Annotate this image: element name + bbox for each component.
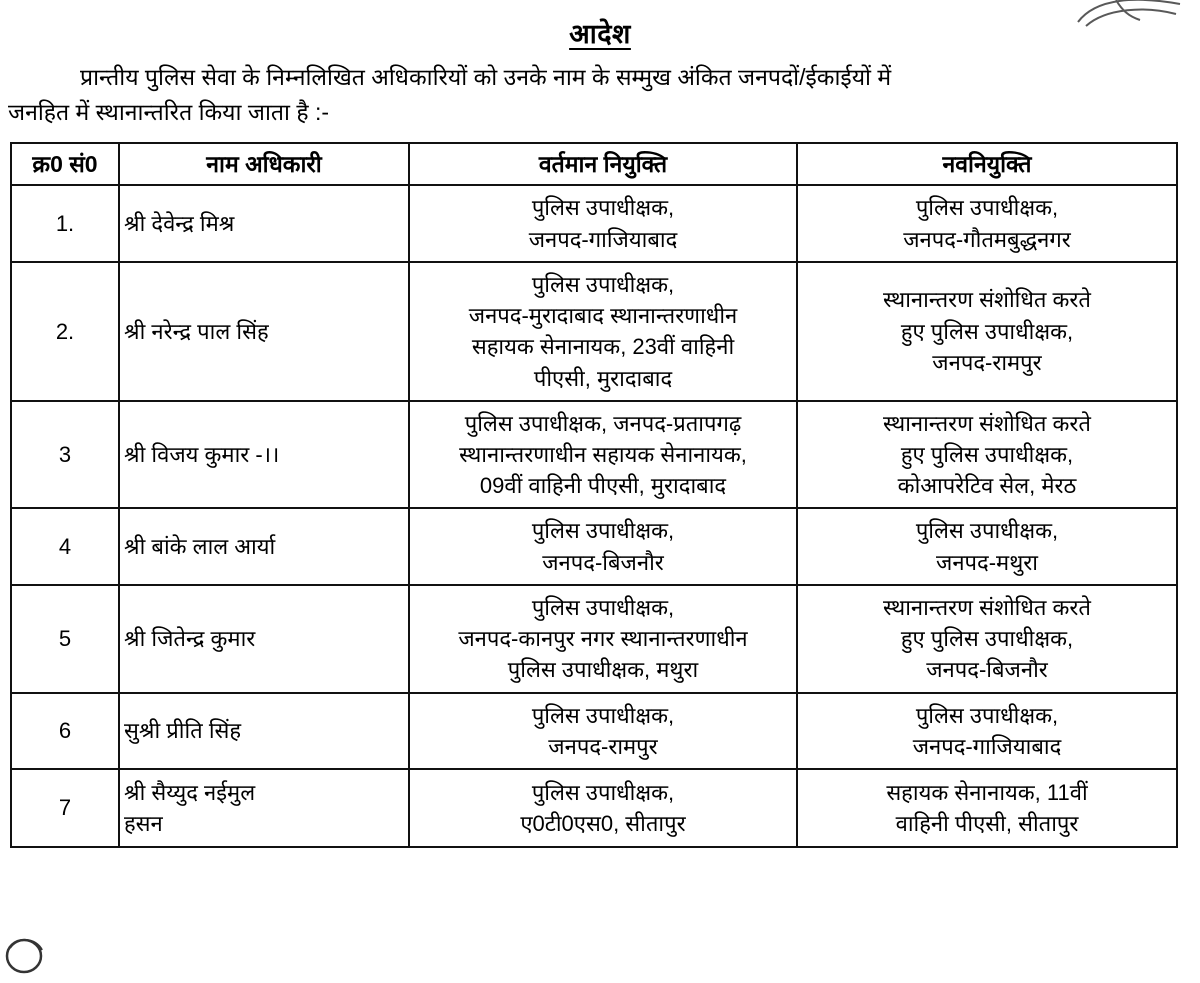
- intro-line-1: प्रान्तीय पुलिस सेवा के निम्नलिखित अधिकारियों को उनके नाम के सम्मुख अंकित जनपदों/ईकाईयों में: [80, 64, 892, 90]
- text-line: पुलिस उपाधीक्षक, मथुरा: [507, 657, 699, 683]
- text-line: हसन: [124, 811, 163, 837]
- text-line: पुलिस उपाधीक्षक,: [531, 271, 675, 297]
- cell-sno: 1.: [11, 185, 119, 261]
- cell-officer-name: [119, 185, 409, 261]
- text-line: श्री देवेन्द्र मिश्र: [124, 210, 235, 236]
- text-line: कोआपरेटिव सेल, मेरठ: [897, 473, 1077, 499]
- cell-sno: 3: [11, 401, 119, 509]
- table-row: [11, 401, 1177, 509]
- text-line: जनपद-बिजनौर: [542, 549, 664, 575]
- intro-paragraph: [8, 61, 1192, 94]
- cell-current-posting: [409, 262, 797, 401]
- stamp-mark-icon: [1076, 0, 1186, 28]
- page-title: आदेश: [569, 19, 631, 49]
- cell-new-posting: [797, 262, 1177, 401]
- cell-new-posting: [797, 401, 1177, 509]
- cell-sno: 6: [11, 693, 119, 769]
- table-header-row: [11, 143, 1177, 186]
- column-header-sno: क्र0 सं0: [11, 143, 119, 186]
- text-line: जनपद-रामपुर: [548, 733, 658, 759]
- cell-officer-name: [119, 401, 409, 509]
- column-header-new-posting: नवनियुक्ति: [797, 143, 1177, 186]
- text-line: जनपद-मुरादाबाद स्थानान्तरणाधीन: [468, 303, 738, 329]
- text-line: जनपद-मथुरा: [936, 549, 1038, 575]
- text-line: सुश्री प्रीति सिंह: [124, 718, 242, 744]
- table-row: [11, 693, 1177, 769]
- text-line: पीएसी, मुरादाबाद: [533, 365, 673, 391]
- intro-line-2: जनहित में स्थानान्तरित किया जाता है :-: [8, 99, 330, 126]
- text-line: ए0टी0एस0, सीतापुर: [520, 811, 686, 837]
- cell-new-posting: [797, 693, 1177, 769]
- cell-sno: 7: [11, 769, 119, 847]
- text-line: श्री सैय्युद नईमुल: [124, 779, 256, 805]
- text-line: पुलिस उपाधीक्षक,: [915, 195, 1059, 221]
- intro-line-2-wrap: [8, 96, 1192, 129]
- text-line: जनपद-गाजियाबाद: [912, 733, 1062, 759]
- text-line: श्री जितेन्द्र कुमार: [124, 626, 256, 652]
- cell-current-posting: [409, 585, 797, 693]
- table-row: [11, 769, 1177, 847]
- text-line: सहायक सेनानायक, 11वीं: [886, 779, 1088, 805]
- cell-new-posting: [797, 585, 1177, 693]
- cell-current-posting: [409, 693, 797, 769]
- table-row: [11, 508, 1177, 584]
- text-line: पुलिस उपाधीक्षक,: [531, 594, 675, 620]
- text-line: जनपद-कानपुर नगर स्थानान्तरणाधीन: [458, 626, 748, 652]
- cell-sno: 2.: [11, 262, 119, 401]
- cell-new-posting: [797, 769, 1177, 847]
- text-line: श्री विजय कुमार -।।: [124, 441, 280, 467]
- cell-current-posting: [409, 401, 797, 509]
- cell-officer-name: [119, 693, 409, 769]
- text-line: पुलिस उपाधीक्षक,: [915, 702, 1059, 728]
- table-row: [11, 585, 1177, 693]
- cell-new-posting: [797, 185, 1177, 261]
- text-line: स्थानान्तरण संशोधित करते: [883, 287, 1091, 313]
- cell-sno: 5: [11, 585, 119, 693]
- text-line: श्री बांके लाल आर्या: [124, 534, 276, 560]
- text-line: 09वीं वाहिनी पीएसी, मुरादाबाद: [479, 473, 727, 499]
- text-line: जनपद-गाजियाबाद: [528, 226, 678, 252]
- text-line: स्थानान्तरण संशोधित करते: [883, 410, 1091, 436]
- table-row: [11, 185, 1177, 261]
- text-line: पुलिस उपाधीक्षक,: [531, 518, 675, 544]
- text-line: पुलिस उपाधीक्षक,: [531, 195, 675, 221]
- text-line: पुलिस उपाधीक्षक,: [531, 779, 675, 805]
- column-header-name: नाम अधिकारी: [119, 143, 409, 186]
- cell-officer-name: [119, 585, 409, 693]
- text-line: पुलिस उपाधीक्षक, जनपद-प्रतापगढ़: [464, 410, 742, 436]
- column-header-current-posting: वर्तमान नियुक्ति: [409, 143, 797, 186]
- transfer-order-table: [10, 142, 1178, 848]
- cell-officer-name: [119, 262, 409, 401]
- text-line: हुए पुलिस उपाधीक्षक,: [900, 318, 1074, 344]
- cell-new-posting: [797, 508, 1177, 584]
- text-line: स्थानान्तरण संशोधित करते: [883, 594, 1091, 620]
- text-line: पुलिस उपाधीक्षक,: [531, 702, 675, 728]
- text-line: सहायक सेनानायक, 23वीं वाहिनी: [471, 334, 735, 360]
- text-line: हुए पुलिस उपाधीक्षक,: [900, 441, 1074, 467]
- text-line: स्थानान्तरणाधीन सहायक सेनानायक,: [459, 441, 747, 467]
- text-line: पुलिस उपाधीक्षक,: [915, 518, 1059, 544]
- text-line: श्री नरेन्द्र पाल सिंह: [124, 318, 269, 344]
- cell-current-posting: [409, 508, 797, 584]
- text-line: हुए पुलिस उपाधीक्षक,: [900, 626, 1074, 652]
- text-line: वाहिनी पीएसी, सीतापुर: [895, 811, 1079, 837]
- cell-current-posting: [409, 769, 797, 847]
- table-row: [11, 262, 1177, 401]
- text-line: जनपद-बिजनौर: [926, 657, 1048, 683]
- text-line: जनपद-रामपुर: [932, 349, 1042, 375]
- cell-officer-name: [119, 508, 409, 584]
- text-line: जनपद-गौतमबुद्धनगर: [903, 226, 1071, 252]
- cell-sno: 4: [11, 508, 119, 584]
- cell-current-posting: [409, 185, 797, 261]
- cell-officer-name: [119, 769, 409, 847]
